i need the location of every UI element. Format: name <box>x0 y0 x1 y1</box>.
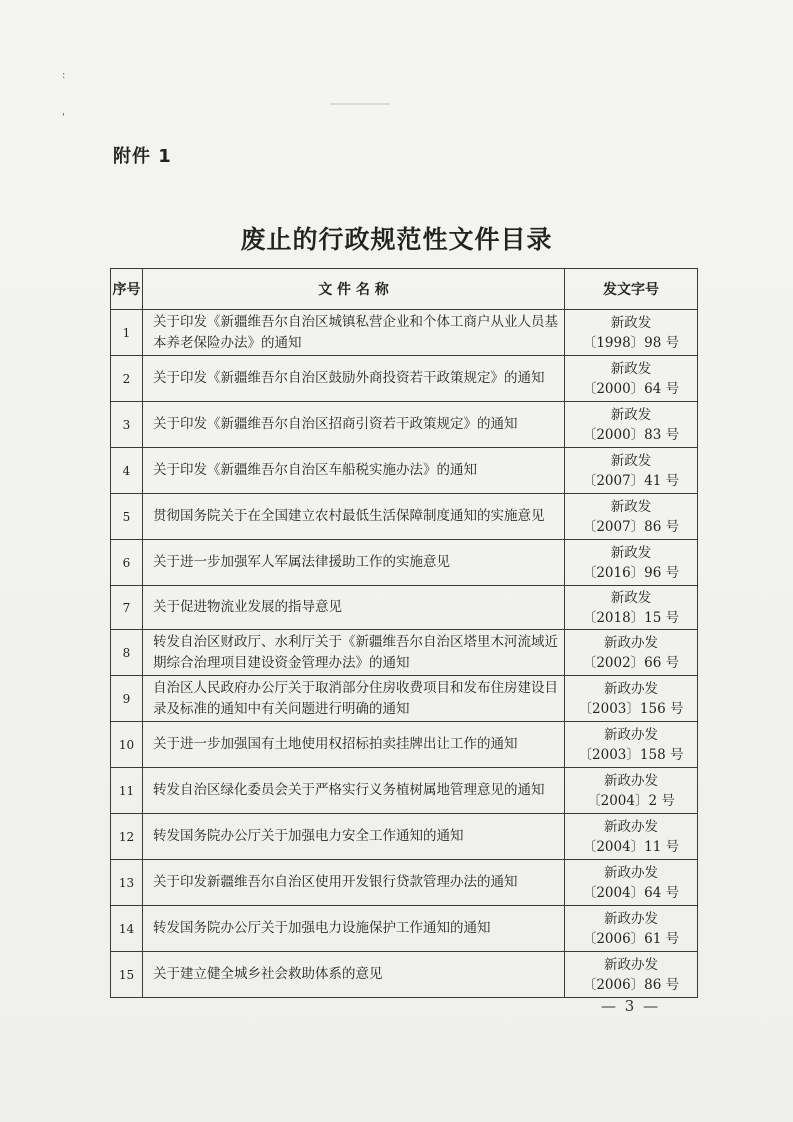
row-number: 7 <box>111 586 143 630</box>
document-code <box>565 448 698 494</box>
code-number: 〔2004〕11 号 <box>582 838 680 855</box>
document-code <box>565 814 698 860</box>
row-number: 11 <box>111 768 143 814</box>
code-prefix: 新政发 <box>610 360 652 377</box>
code-prefix: 新政发 <box>610 406 652 423</box>
table-row <box>111 540 698 586</box>
code-number: 〔2002〕66 号 <box>582 654 680 671</box>
document-title: 关于印发《新疆维吾尔自治区鼓励外商投资若干政策规定》的通知 <box>143 356 565 402</box>
code-number: 〔2000〕64 号 <box>582 380 680 397</box>
document-title: 转发国务院办公厅关于加强电力设施保护工作通知的通知 <box>143 906 565 952</box>
scan-smudge <box>330 103 390 105</box>
code-number: 〔2006〕86 号 <box>582 976 680 993</box>
table-row <box>111 630 698 676</box>
code-prefix: 新政发 <box>610 544 652 561</box>
code-number: 〔2007〕41 号 <box>582 472 680 489</box>
row-number: 4 <box>111 448 143 494</box>
code-prefix: 新政办发 <box>604 772 658 789</box>
table-row <box>111 814 698 860</box>
document-title: 关于进一步加强军人军属法律援助工作的实施意见 <box>143 540 565 586</box>
document-code <box>565 310 698 356</box>
code-number: 〔1998〕98 号 <box>582 334 680 351</box>
document-code <box>565 630 698 676</box>
row-number: 13 <box>111 860 143 906</box>
code-number: 〔2000〕83 号 <box>582 426 680 443</box>
document-code <box>565 952 698 998</box>
table-row <box>111 860 698 906</box>
code-prefix: 新政发 <box>610 314 652 331</box>
code-prefix: 新政发 <box>610 452 652 469</box>
table-row <box>111 722 698 768</box>
table-header-row <box>111 269 698 310</box>
document-title: 关于印发《新疆维吾尔自治区招商引资若干政策规定》的通知 <box>143 402 565 448</box>
row-number: 3 <box>111 402 143 448</box>
code-prefix: 新政办发 <box>604 634 658 651</box>
column-header-code: 发文字号 <box>565 269 698 310</box>
document-title: 转发自治区财政厅、水利厅关于《新疆维吾尔自治区塔里木河流域近期综合治理项目建设资金管理办法》的通知 <box>143 630 565 676</box>
code-number: 〔2003〕156 号 <box>578 700 684 717</box>
document-title: 关于印发新疆维吾尔自治区使用开发银行贷款管理办法的通知 <box>143 860 565 906</box>
code-prefix: 新政发 <box>610 589 652 606</box>
document-title: 关于印发《新疆维吾尔自治区车船税实施办法》的通知 <box>143 448 565 494</box>
document-title: 自治区人民政府办公厅关于取消部分住房收费项目和发布住房建设目录及标准的通知中有关问题进行明确的通知 <box>143 676 565 722</box>
document-code <box>565 860 698 906</box>
table-row <box>111 768 698 814</box>
document-title: 贯彻国务院关于在全国建立农村最低生活保障制度通知的实施意见 <box>143 494 565 540</box>
document-code <box>565 356 698 402</box>
code-prefix: 新政办发 <box>604 956 658 973</box>
page-number: — 3 — <box>601 997 661 1015</box>
document-title: 关于促进物流业发展的指导意见 <box>143 586 565 630</box>
row-number: 14 <box>111 906 143 952</box>
document-code <box>565 768 698 814</box>
code-number: 〔2018〕15 号 <box>582 609 680 626</box>
code-prefix: 新政办发 <box>604 864 658 881</box>
row-number: 2 <box>111 356 143 402</box>
row-number: 5 <box>111 494 143 540</box>
code-number: 〔2004〕64 号 <box>582 884 680 901</box>
row-number: 15 <box>111 952 143 998</box>
document-title: 转发国务院办公厅关于加强电力安全工作通知的通知 <box>143 814 565 860</box>
row-number: 10 <box>111 722 143 768</box>
code-number: 〔2016〕96 号 <box>582 564 680 581</box>
table-row <box>111 676 698 722</box>
document-code <box>565 722 698 768</box>
row-number: 12 <box>111 814 143 860</box>
catalog-table <box>110 268 698 998</box>
document-title: 转发自治区绿化委员会关于严格实行义务植树属地管理意见的通知 <box>143 768 565 814</box>
code-prefix: 新政办发 <box>604 726 658 743</box>
code-number: 〔2004〕2 号 <box>587 792 675 809</box>
document-code <box>565 586 698 630</box>
scan-mark: ' <box>62 112 65 123</box>
table-row <box>111 952 698 998</box>
table-row <box>111 356 698 402</box>
table-row <box>111 586 698 630</box>
document-title: 关于建立健全城乡社会救助体系的意见 <box>143 952 565 998</box>
code-prefix: 新政办发 <box>604 818 658 835</box>
document-title: 关于进一步加强国有土地使用权招标拍卖挂牌出让工作的通知 <box>143 722 565 768</box>
table-row <box>111 402 698 448</box>
attachment-label: 附件 1 <box>113 146 172 167</box>
document-title: 关于印发《新疆维吾尔自治区城镇私营企业和个体工商户从业人员基本养老保险办法》的通知 <box>143 310 565 356</box>
document-code <box>565 540 698 586</box>
table-row <box>111 448 698 494</box>
row-number: 9 <box>111 676 143 722</box>
table-row <box>111 494 698 540</box>
column-header-name: 文 件 名 称 <box>143 269 565 310</box>
document-code <box>565 676 698 722</box>
document-code <box>565 402 698 448</box>
document-code <box>565 494 698 540</box>
scan-mark: : <box>62 70 66 81</box>
document-code <box>565 906 698 952</box>
code-prefix: 新政发 <box>610 498 652 515</box>
code-number: 〔2007〕86 号 <box>582 518 680 535</box>
page-title: 废止的行政规范性文件目录 <box>240 225 553 254</box>
code-number: 〔2006〕61 号 <box>582 930 680 947</box>
table-row <box>111 906 698 952</box>
row-number: 8 <box>111 630 143 676</box>
row-number: 1 <box>111 310 143 356</box>
code-prefix: 新政办发 <box>604 910 658 927</box>
row-number: 6 <box>111 540 143 586</box>
table-row <box>111 310 698 356</box>
column-header-number: 序号 <box>111 269 143 310</box>
code-number: 〔2003〕158 号 <box>578 746 684 763</box>
code-prefix: 新政办发 <box>604 680 658 697</box>
